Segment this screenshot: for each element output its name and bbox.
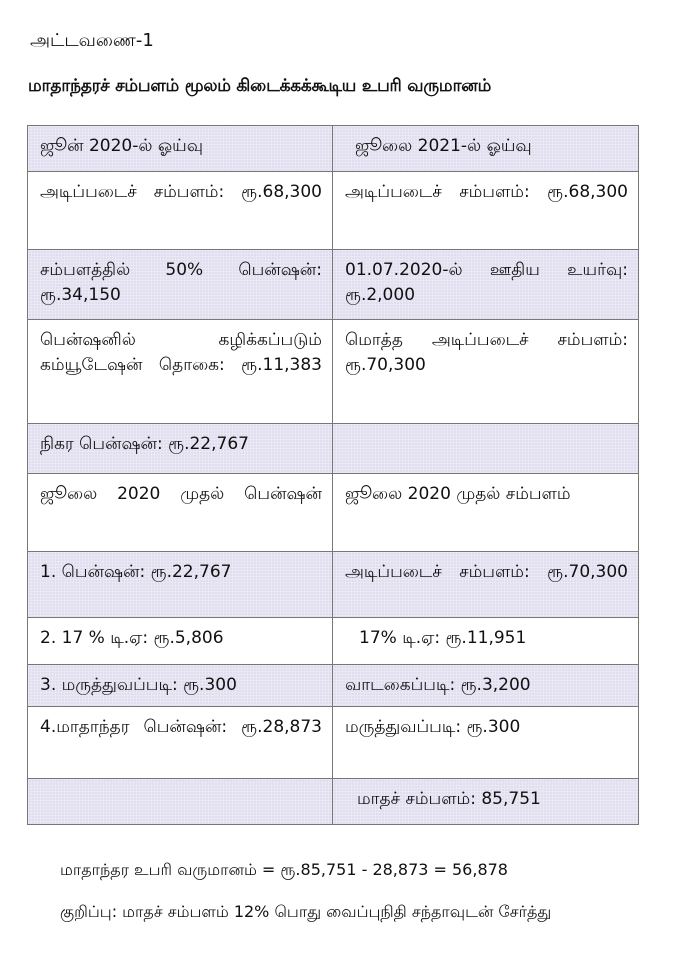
- table-cell: [333, 250, 639, 320]
- table-cell: 3. மருத்துவப்படி: ரூ.300: [28, 665, 333, 707]
- header-july-2021: ஜூலை 2021-ல் ஓய்வு: [333, 126, 639, 172]
- table-cell: மருத்துவப்படி: ரூ.300: [333, 707, 639, 779]
- header-june-2020: ஜூன் 2020-ல் ஓய்வு: [28, 126, 333, 172]
- table-row: [28, 250, 639, 320]
- table-row: [28, 707, 639, 779]
- table-cell: [333, 172, 639, 250]
- table-row: [28, 665, 639, 707]
- table-row: [28, 320, 639, 424]
- table-cell: [28, 172, 333, 250]
- table-cell: [28, 474, 333, 552]
- table-row: [28, 172, 639, 250]
- cell-text: அடிப்படைச் சம்பளம்: ரூ.68,300: [345, 182, 628, 202]
- cell-text: 4.மாதாந்தர பென்ஷன்: ரூ.28,873: [40, 717, 322, 737]
- cell-text: 01.07.2020-ல் ஊதிய உயர்வு: ரூ.2,000: [345, 260, 628, 305]
- table-row: [28, 618, 639, 665]
- table-row: [28, 552, 639, 618]
- table-cell: [28, 707, 333, 779]
- document-title: மாதாந்தரச் சம்பளம் மூலம் கிடைக்கக்கூடிய உபரி வருமானம்: [28, 76, 492, 96]
- cell-text: ஜூலை 2020 முதல் பென்ஷன்: [40, 484, 322, 504]
- comparison-table-grid: [27, 125, 639, 825]
- table-cell: 17% டி.ஏ: ரூ.11,951: [333, 618, 639, 665]
- table-cell: ஜூலை 2020 முதல் சம்பளம்: [333, 474, 639, 552]
- cell-text: அடிப்படைச் சம்பளம்: ரூ.70,300: [345, 562, 628, 582]
- table-header-row: [28, 126, 639, 172]
- table-cell: [28, 320, 333, 424]
- cell-text: சம்பளத்தில் 50% பென்ஷன்: ரூ.34,150: [40, 260, 322, 305]
- table-cell: 2. 17 % டி.ஏ: ரூ.5,806: [28, 618, 333, 665]
- table-cell: 1. பென்ஷன்: ரூ.22,767: [28, 552, 333, 618]
- comparison-table: [27, 125, 638, 825]
- table-row: [28, 474, 639, 552]
- table-row: [28, 779, 639, 825]
- table-row: [28, 424, 639, 474]
- table-cell: [333, 320, 639, 424]
- table-cell: [28, 250, 333, 320]
- table-cell: மாதச் சம்பளம்: 85,751: [333, 779, 639, 825]
- table-cell: [333, 552, 639, 618]
- cell-text: பென்ஷனில் கழிக்கப்படும் கம்யூடேஷன் தொகை: ரூ.11,383: [40, 330, 322, 375]
- table-cell: [333, 424, 639, 474]
- cell-text: மொத்த அடிப்படைச் சம்பளம்: ரூ.70,300: [345, 330, 628, 375]
- table-cell: வாடகைப்படி: ரூ.3,200: [333, 665, 639, 707]
- annex-label: அட்டவணை-1: [30, 30, 154, 51]
- surplus-income-calculation: மாதாந்தர உபரி வருமானம் = ரூ.85,751 - 28,873 = 56,878: [60, 860, 508, 879]
- footnote: குறிப்பு: மாதச் சம்பளம் 12% பொது வைப்புநிதி சந்தாவுடன் சேர்த்து: [60, 902, 552, 921]
- cell-text: அடிப்படைச் சம்பளம்: ரூ.68,300: [40, 182, 322, 202]
- table-cell: [28, 779, 333, 825]
- table-cell: நிகர பென்ஷன்: ரூ.22,767: [28, 424, 333, 474]
